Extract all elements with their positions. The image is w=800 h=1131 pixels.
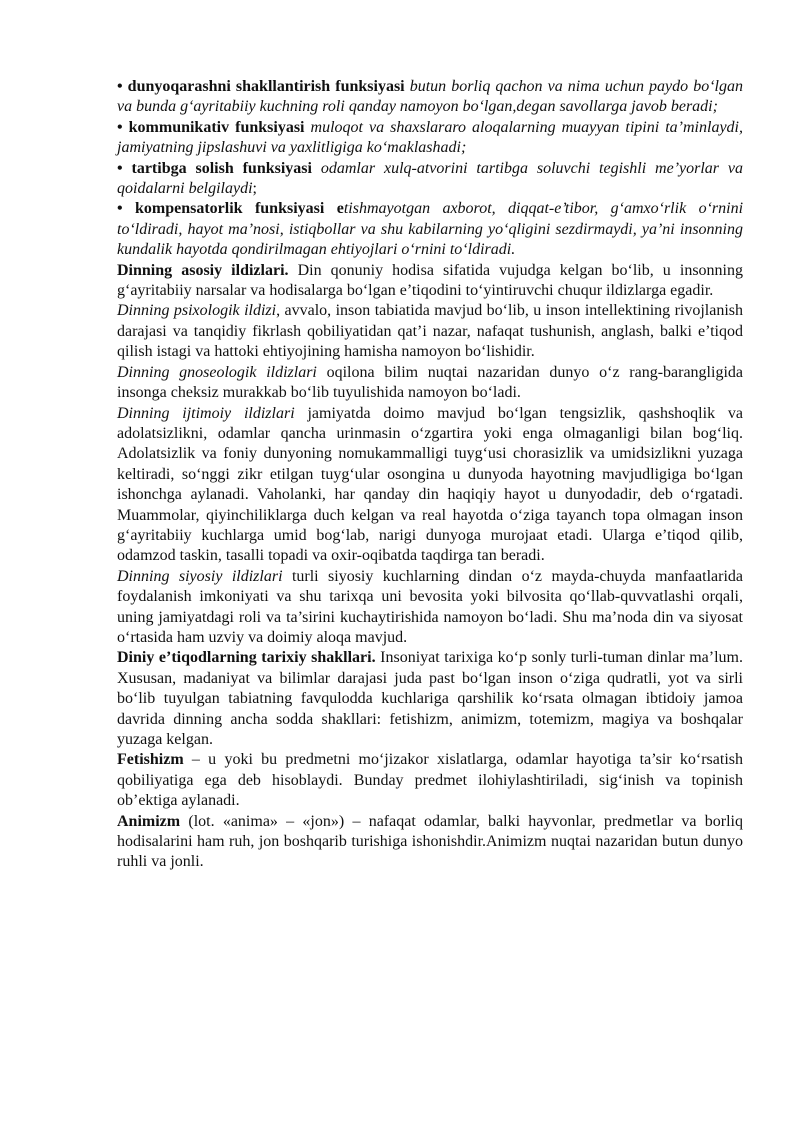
- bold-text: e: [336, 200, 344, 218]
- body-text: turli siyosiy kuchlarning dindan o‘z mayda-chuyda manfaatlarida foydalanish imkoniyati va shu tarixqa uni bevosita yoki bilvosita qo‘llab-quvvatlashi orqali, uning jamiyatdagi roli va ta’sirini kuchaytirishida namoyon bo‘ladi. Shu ma’noda din va siyosat o‘rtasida ham uzviy va doimiy aloqa mavjud.: [117, 567, 743, 646]
- body-text: Din qonuniy hodisa sifatida vujudga kelgan bo‘lib, u insonning g‘ayritabiiy narsalar va hodisalarga bo‘lgan e’tiqodini to‘yintiruvchi chuqur ildizlarga egadir.: [117, 261, 743, 300]
- paragraph-gnoseologik-ildizlari: [117, 363, 743, 404]
- bold-text: • tartibga solish funksiyasi: [117, 159, 312, 177]
- bold-text: • dunyoqarashni shakllantirish funksiyasi: [117, 78, 405, 95]
- body-text: – u yoki bu predmetni mo‘jizakor xislatlarga, odamlar hayotiga ta’sir ko‘rsatish qobiliyatiga ega deb hisoblaydi. Bunday predmet ilohiylashtiriladi, sig‘inish va topinish ob’ektiga aylanadi.: [117, 751, 743, 810]
- italic-text: Dinning siyosiy ildizlari: [117, 567, 283, 585]
- paragraph-bullet-kompensatorlik: [117, 199, 743, 260]
- bold-text: Animizm: [117, 812, 181, 830]
- italic-text: odamlar xulq-atvorini tartibga soluvchi tegishli me’yorlar va qoidalarni belgilaydi: [117, 159, 744, 198]
- body-text: , avvalo, inson tabiatida mavjud bo‘lib, u inson intellektining rivojlanish darajasi va tanqidiy fikrlash qobiliyatidan qat’i nazar, nafaqat tushunish, anglash, balki e’tiqod qilish istagi va hattoki ehtiyojining hamisha namoyon bo‘lishidir.: [117, 302, 744, 361]
- bold-text: Dinning asosiy ildizlari.: [117, 261, 289, 279]
- paragraph-bullet-kommunikativ: [117, 118, 743, 159]
- italic-text: tishmayotgan axborot, diqqat-e’tibor, g‘amxo‘rlik o‘rnini to‘ldiradi, hayot ma’nosi, istiqbollar va shu kabilarning yo‘qligini sezdirmaydi, ya’ni insonning kundalik hayotda qondirilmagan ehtiyojlari o‘rnini to‘ldiradi.: [117, 200, 744, 259]
- italic-text: muloqot va shaxslararo aloqalarning muayyan tipini ta’minlaydi, jamiyatning jipslashuvi va yaxlitligiga ko‘maklashadi;: [117, 118, 743, 157]
- paragraph-bullet-tartibga-solish: [117, 159, 743, 200]
- italic-text: butun borliq qachon va nima uchun paydo bo‘lgan va bunda g‘ayritabiiy kuchning roli qanday namoyon bo‘lgan,degan savollarga javob beradi;: [117, 78, 743, 116]
- bold-text: Fetishizm: [117, 751, 184, 769]
- italic-text: Dinning gnoseologik ildizlari: [117, 363, 317, 381]
- bold-text: • kompensatorlik funksiyasi: [117, 200, 325, 218]
- paragraph-asosiy-ildizlar: [117, 261, 743, 302]
- bold-text: Diniy e’tiqodlarning tarixiy shakllari.: [117, 649, 376, 667]
- paragraph-psixologik-ildizi: [117, 301, 743, 362]
- body-text: jamiyatda doimo mavjud bo‘lgan tengsizlik, qashshoqlik va adolatsizlikni, odamlar qancha urinmasin o‘zgartira yoki enga olmaganligi bilan bog‘liq. Adolatsizlik va foniy dunyoning nomukammalligi tuyg‘usi chorasizlik va umidsizlikni yuzaga keltiradi, so‘nggi zikr etilgan tuyg‘ular osongina u dunyoda hayotning mavjudligiga bo‘lgan ishonchga aylanadi. Vaholanki, har qanday din haqiqiy hayot u dunyodadir, deb o‘rgatadi. Muammolar, qiyinchiliklarga duch kelgan va real hayotda o‘ziga tayanch topa olmagan inson g‘ayritabiiy kuchlarga umid bog‘lab, narigi dunyoga murojaat etadi. Ularga e’tiqod qilib, odamzod taskin, tasalli topadi va oxir-oqibatda taqdirga tan beradi.: [117, 404, 743, 565]
- bold-text: • kommunikativ funksiyasi: [117, 118, 305, 136]
- body-text: (lot. «anima» – «jon») – nafaqat odamlar, balki hayvonlar, predmetlar va borliq hodisalarini ham ruh, jon boshqarib turishiga ishonishdir.Animizm nuqtai nazaridan butun dunyo ruhli va jonli.: [117, 812, 743, 871]
- document-page: [117, 77, 743, 873]
- italic-text: Dinning ijtimoiy ildizlari: [117, 404, 295, 422]
- body-text: [324, 200, 336, 217]
- paragraph-tarixiy-shakllari: [117, 648, 743, 750]
- paragraph-siyosiy-ildizlari: [117, 567, 743, 649]
- body-text: oqilona bilim nuqtai nazaridan dunyo o‘z rang-barangligida insonga cheksiz murakkab bo‘lib tuyulishida namoyon bo‘ladi.: [117, 363, 743, 402]
- paragraph-ijtimoiy-ildizlari: [117, 404, 743, 567]
- italic-text: Dinning psixologik ildizi: [117, 302, 277, 320]
- paragraph-bullet-dunyoqarash: [117, 77, 743, 118]
- body-text: Insoniyat tarixiga ko‘p sonly turli-tuman dinlar ma’lum. Xususan, madaniyat va bilimlar darajasi juda past bo‘lgan inson o‘ziga qudratli, yot va sirli bo‘lib tuyulgan tabiatning favqulodda kuchlariga qarshilik ko‘rsata olmagan ibtidoiy jamoa davrida dinning ancha sodda shakllari: fetishizm, animizm, totemizm, magiya va boshqalar yuzaga kelgan.: [117, 649, 743, 748]
- body-text: [312, 160, 321, 177]
- body-text: ;: [252, 180, 257, 198]
- paragraph-animizm: [117, 812, 743, 873]
- paragraph-fetishizm: [117, 750, 743, 811]
